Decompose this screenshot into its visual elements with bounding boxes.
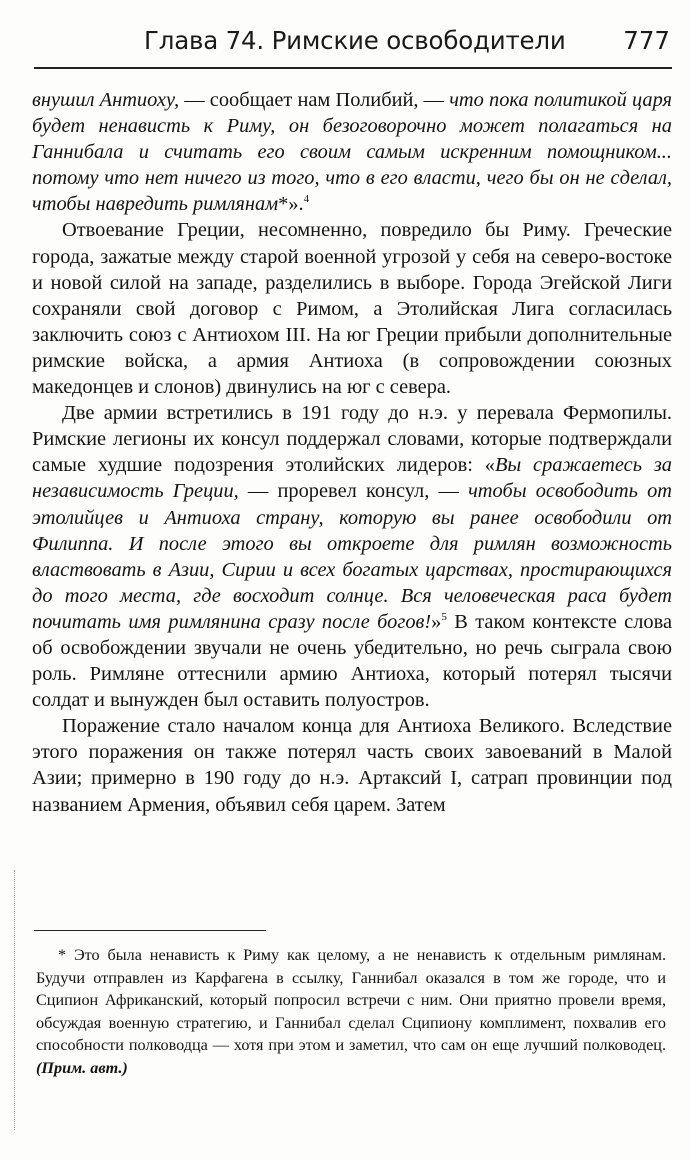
chapter-title: Глава 74. Римские освободители bbox=[144, 26, 566, 55]
italic-text: (Прим. авт.) bbox=[36, 1058, 128, 1077]
header-divider bbox=[34, 67, 672, 69]
text-span: * Это была ненависть к Риму как целому, а не ненависть к отдельным римлянам. Будучи отправлен из Карфагена в ссылку, Ганнибал оказался в том же городе, что и Сципион Африканский, который попросил встречи с ним. Они приятно провели время, обсуждая военную стратегию, и Ганнибал сделал Сципиону комплимент, похвалив его способности полководца — хотя при этом и заметил, что сам он еще лучший полководец. bbox=[36, 946, 666, 1055]
text-span: Отвоевание Греции, несомненно, повредило бы Риму. Греческие города, зажатые между старой военной угрозой у себя на северо-востоке и новой силой на западе, разделились в выборе. Города Эгейской Лиги сохраняли свой договор с Римом, а Этолийская Лига согласилась заключить союз с Антиохом III. На юг Греции прибыли дополнительные римские войска, а армия Антиоха (в сопровождении союзных македонцев и слонов) двинулись на юг с севера. bbox=[32, 219, 672, 399]
italic-text: что пока политикой царя будет ненависть к Риму, он безоговорочно может полагаться на Ганнибала и считать его своим самым искренним помощником... потому что нет ничего из того, что в его власти, чего бы он не сделал, чтобы навредить римлянам bbox=[32, 89, 672, 216]
margin-marks bbox=[14, 870, 21, 1130]
footnote-ref: 5 bbox=[441, 610, 447, 623]
footnote-ref: 4 bbox=[303, 193, 310, 206]
text-span: — проревел консул, — bbox=[238, 480, 469, 503]
text-span: — сообщает нам Полибий, — bbox=[179, 89, 450, 111]
footnote-divider bbox=[34, 930, 266, 931]
footnote-paragraph bbox=[36, 944, 666, 1080]
text-span: *». bbox=[278, 193, 304, 216]
paragraph bbox=[32, 400, 672, 713]
main-text bbox=[32, 87, 672, 818]
paragraph bbox=[32, 87, 672, 217]
text-span: В таком контексте слова об освобождении звучали не очень убедительно, но речь сыграла свою роль. Римляне оттеснили армию Антиоха, который потерял тысячи солдат и вынужден был оставить полуостров. bbox=[32, 610, 673, 712]
italic-text: Вы сражаетесь за независимость Греции, bbox=[32, 454, 672, 503]
text-span: » bbox=[431, 610, 442, 633]
italic-text: чтобы освободить от этолийцев и Антиоха страну, которую вы ранее освободили от Филиппа. И после этого вы откроете для римлян возможность властвовать в Азии, Сирии и всех богатых царствах, простирающихся до того места, где восходит солнце. Вся человеческая раса будет почитать имя римлянина сразу после богов! bbox=[32, 480, 672, 633]
paragraph bbox=[32, 217, 672, 400]
text-span: Поражение стало началом конца для Антиоха Великого. Вследствие этого поражения он также потерял часть своих завоеваний в Малой Азии; примерно в 190 году до н.э. Артаксий I, сатрап провинции под названием Армения, объявил себя царем. Затем bbox=[32, 715, 672, 816]
page-number: 777 bbox=[623, 26, 670, 55]
paragraph bbox=[32, 713, 672, 817]
footnote bbox=[36, 944, 666, 1080]
italic-text: внушил Антиоху, bbox=[32, 89, 180, 111]
page-header bbox=[34, 24, 674, 64]
text-span: Две армии встретились в 191 году до н.э. у перевала Фермопилы. Римские легионы их консул поддержал словами, которые подтверждали самые худшие подозрения этолийских лидеров: « bbox=[32, 402, 672, 477]
